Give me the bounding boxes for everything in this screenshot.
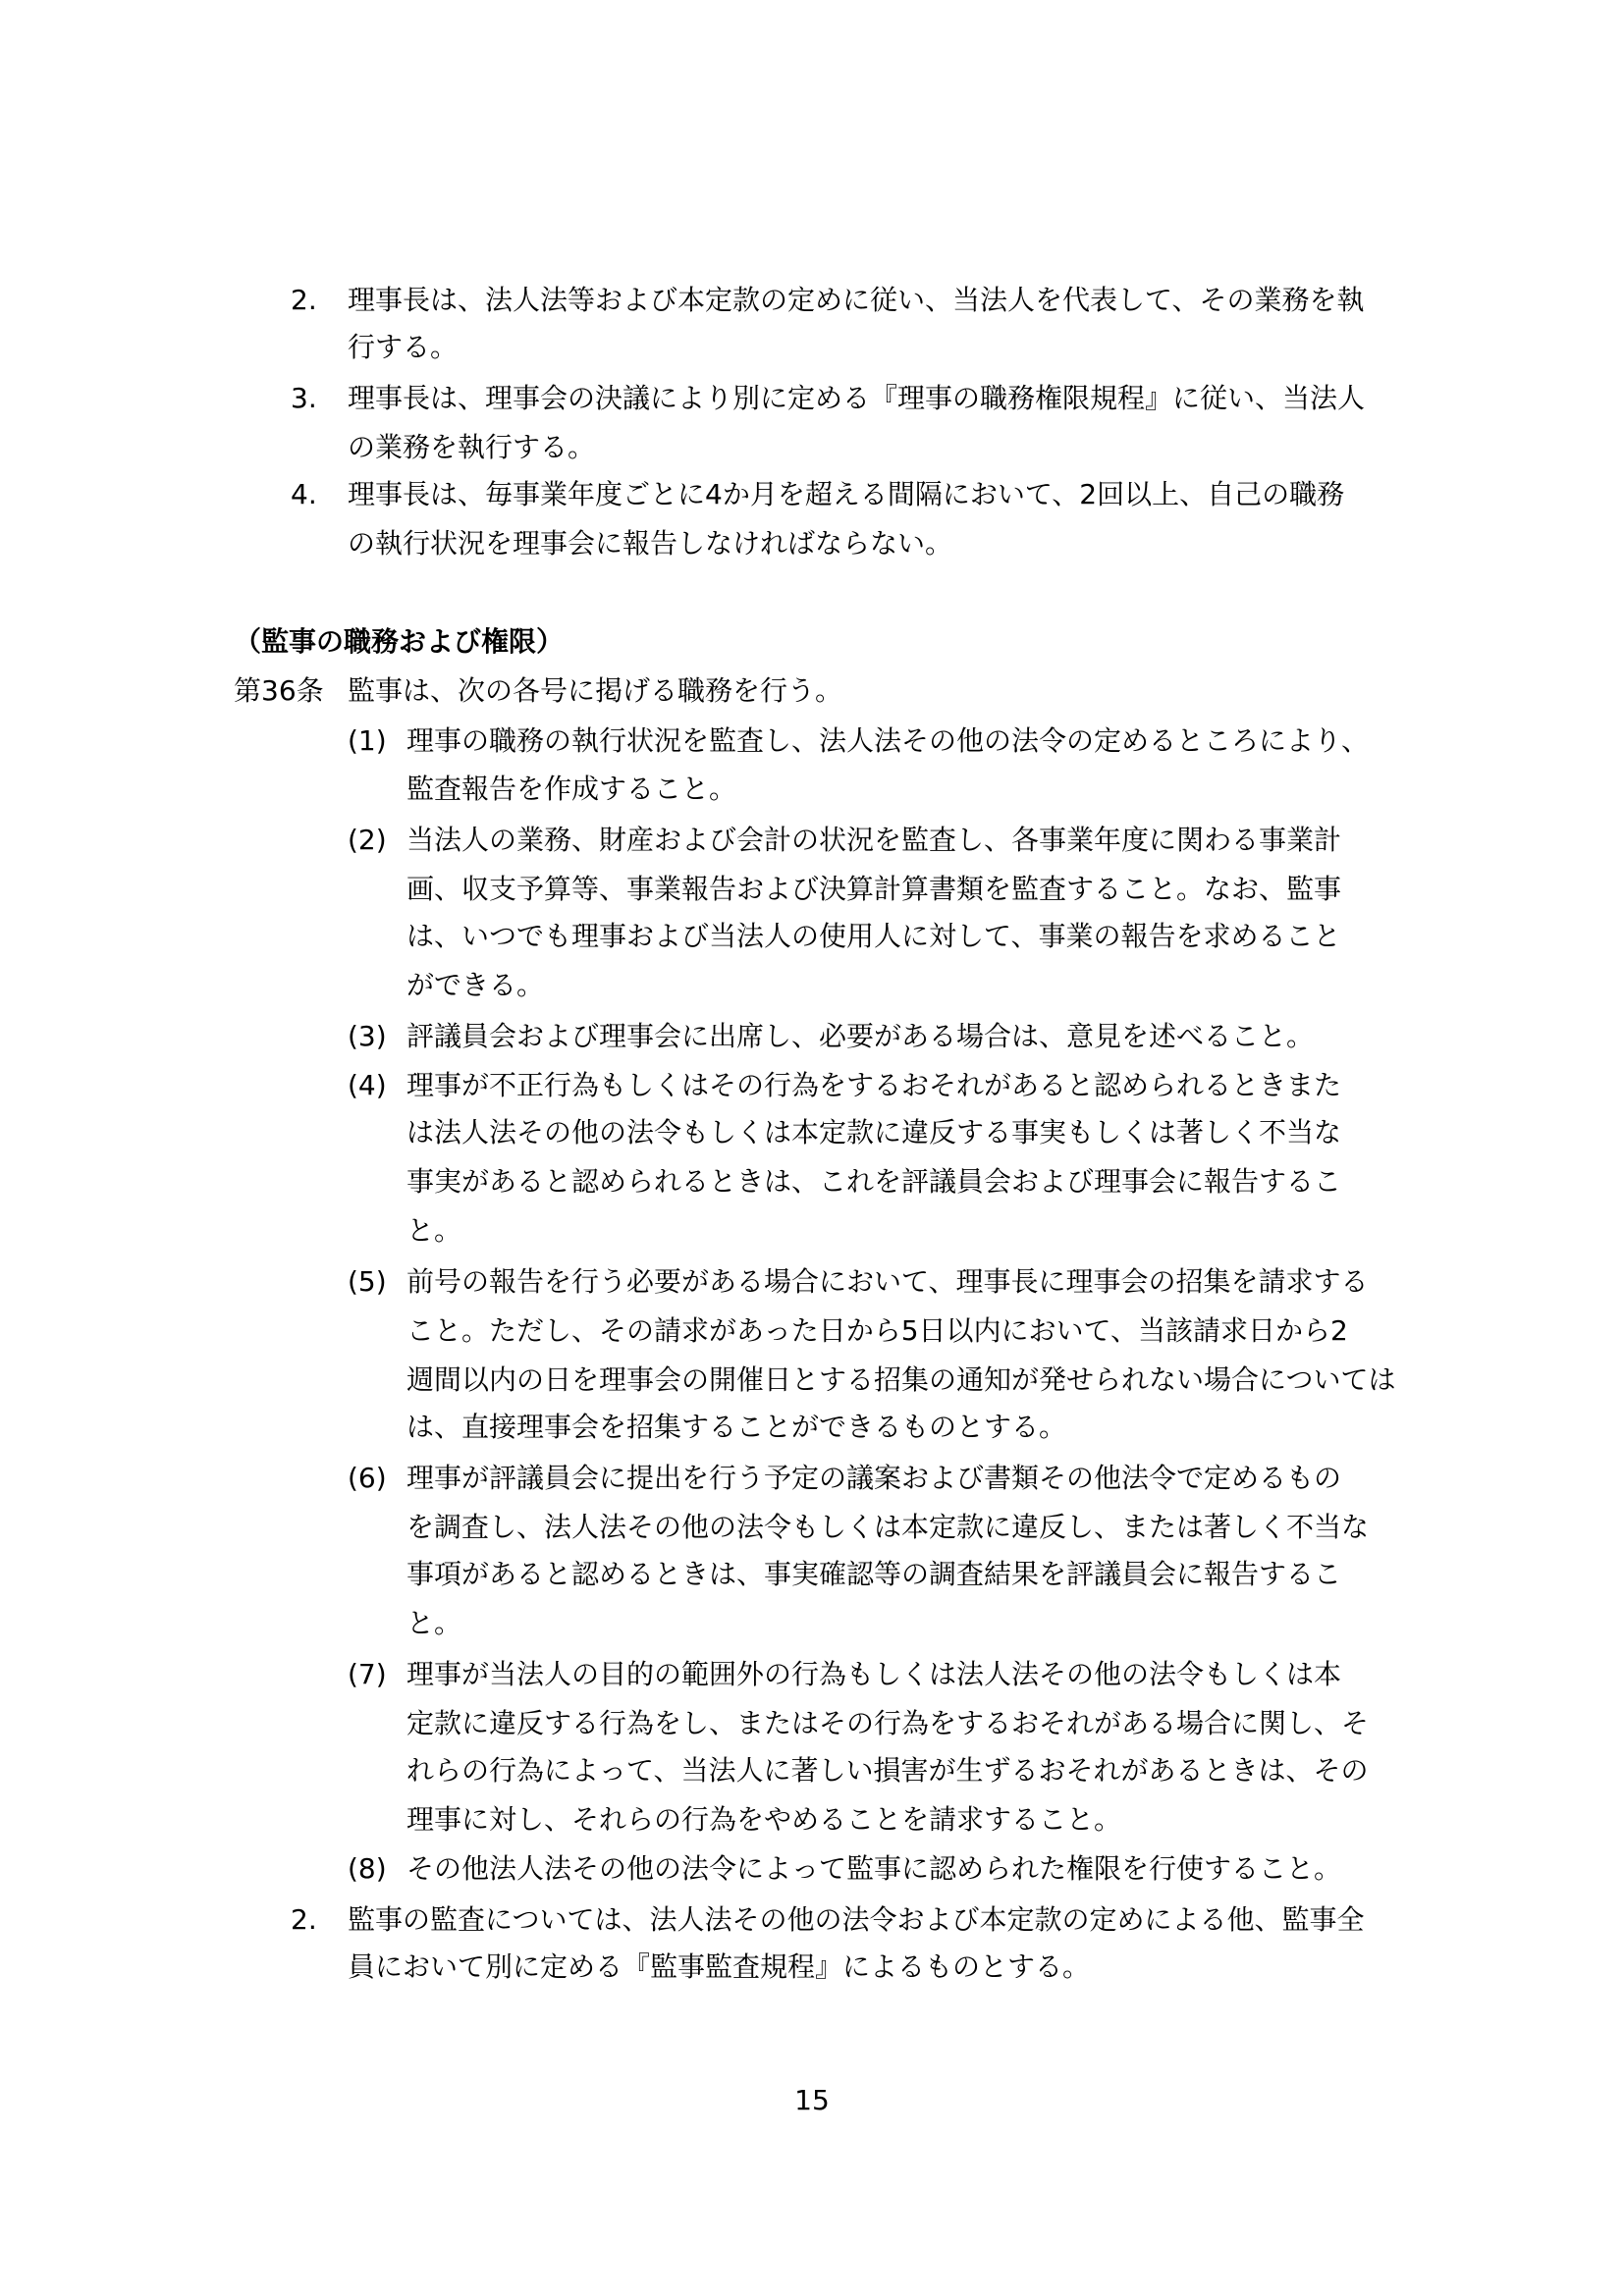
subitem-line: 当法人の業務、財産および会計の状況を監査し、各事業年度に関わる事業計	[406, 824, 1342, 856]
subitem-line: 理事の職務の執行状況を監査し、法人法その他の法令の定めるところにより、	[406, 724, 1370, 757]
page-number: 15	[794, 2084, 830, 2116]
subitem-line: 理事に対し、それらの行為をやめることを請求すること。	[406, 1803, 1122, 1836]
subitem-line: 理事が評議員会に提出を行う予定の議案および書類その他法令で定めるもの	[406, 1462, 1342, 1494]
item-line: の執行状況を理事会に報告しなければならない。	[348, 527, 953, 560]
subitem-line: 理事が不正行為もしくはその行為をするおそれがあると認められるときまた	[406, 1069, 1342, 1101]
subitem-line: れらの行為によって、当法人に著しい損害が生ずるおそれがあるときは、その	[406, 1754, 1369, 1787]
subitem-line: 事実があると認められるときは、これを評議員会および理事会に報告するこ	[406, 1165, 1342, 1198]
subitem-number: (7)	[348, 1658, 387, 1690]
subitem-number: (6)	[348, 1462, 387, 1494]
item-line: 理事長は、毎事業年度ごとに4か月を超える間隔において、2回以上、自己の職務	[348, 478, 1345, 510]
subitem-number: (3)	[348, 1020, 387, 1052]
item-line: の業務を執行する。	[348, 431, 596, 463]
subitem-line: 監査報告を作成すること。	[406, 773, 737, 805]
subitem-line: こと。ただし、その請求があった日から5日以内において、当該請求日から2	[406, 1314, 1348, 1347]
item-line: 監事の監査については、法人法その他の法令および本定款の定めによる他、監事全	[348, 1903, 1365, 1936]
subitem-line: 評議員会および理事会に出席し、必要がある場合は、意見を述べること。	[406, 1020, 1315, 1052]
subitem-line: と。	[406, 1607, 462, 1639]
subitem-line: その他法人法その他の法令によって監事に認められた権限を行使すること。	[406, 1852, 1342, 1885]
subitem-line: と。	[406, 1214, 462, 1247]
subitem-line: は、直接理事会を招集することができるものとする。	[406, 1411, 1067, 1443]
subitem-line: ができる。	[406, 969, 545, 1001]
item-number: 3.	[291, 382, 317, 414]
subitem-number: (5)	[348, 1265, 387, 1298]
article-text: 監事は、次の各号に掲げる職務を行う。	[348, 674, 843, 707]
subitem-line: 前号の報告を行う必要がある場合において、理事長に理事会の招集を請求する	[406, 1265, 1369, 1298]
subitem-line: 定款に違反する行為をし、またはその行為をするおそれがある場合に関し、そ	[406, 1707, 1370, 1739]
subitem-number: (2)	[348, 824, 387, 856]
item-number: 2.	[291, 1903, 317, 1936]
subitem-line: 理事が当法人の目的の範囲外の行為もしくは法人法その他の法令もしくは本	[406, 1658, 1342, 1690]
item-number: 2.	[291, 284, 317, 316]
item-number: 4.	[291, 478, 317, 510]
subitem-line: は、いつでも理事および当法人の使用人に対して、事業の報告を求めること	[406, 920, 1341, 952]
subitem-number: (1)	[348, 724, 387, 757]
subitem-line: は法人法その他の法令もしくは本定款に違反する事実もしくは著しく不当な	[406, 1116, 1342, 1148]
subitem-line: を調査し、法人法その他の法令もしくは本定款に違反し、または著しく不当な	[406, 1511, 1370, 1543]
item-line: 行する。	[348, 331, 459, 363]
item-line: 理事長は、法人法等および本定款の定めに従い、当法人を代表して、その業務を執	[348, 284, 1365, 316]
subitem-line: 週間以内の日を理事会の開催日とする招集の通知が発せられない場合については	[406, 1363, 1396, 1396]
subitem-line: 事項があると認めるときは、事実確認等の調査結果を評議員会に報告するこ	[406, 1558, 1342, 1590]
section-heading: （監事の職務および権限）	[234, 625, 565, 658]
subitem-line: 画、収支予算等、事業報告および決算計算書類を監査すること。なお、監事	[406, 873, 1342, 905]
item-line: 理事長は、理事会の決議により別に定める『理事の職務権限規程』に従い、当法人	[348, 382, 1366, 414]
article-label: 第36条	[234, 674, 324, 707]
item-line: 員において別に定める『監事監査規程』によるものとする。	[348, 1950, 1091, 1983]
subitem-number: (4)	[348, 1069, 387, 1101]
subitem-number: (8)	[348, 1852, 387, 1885]
